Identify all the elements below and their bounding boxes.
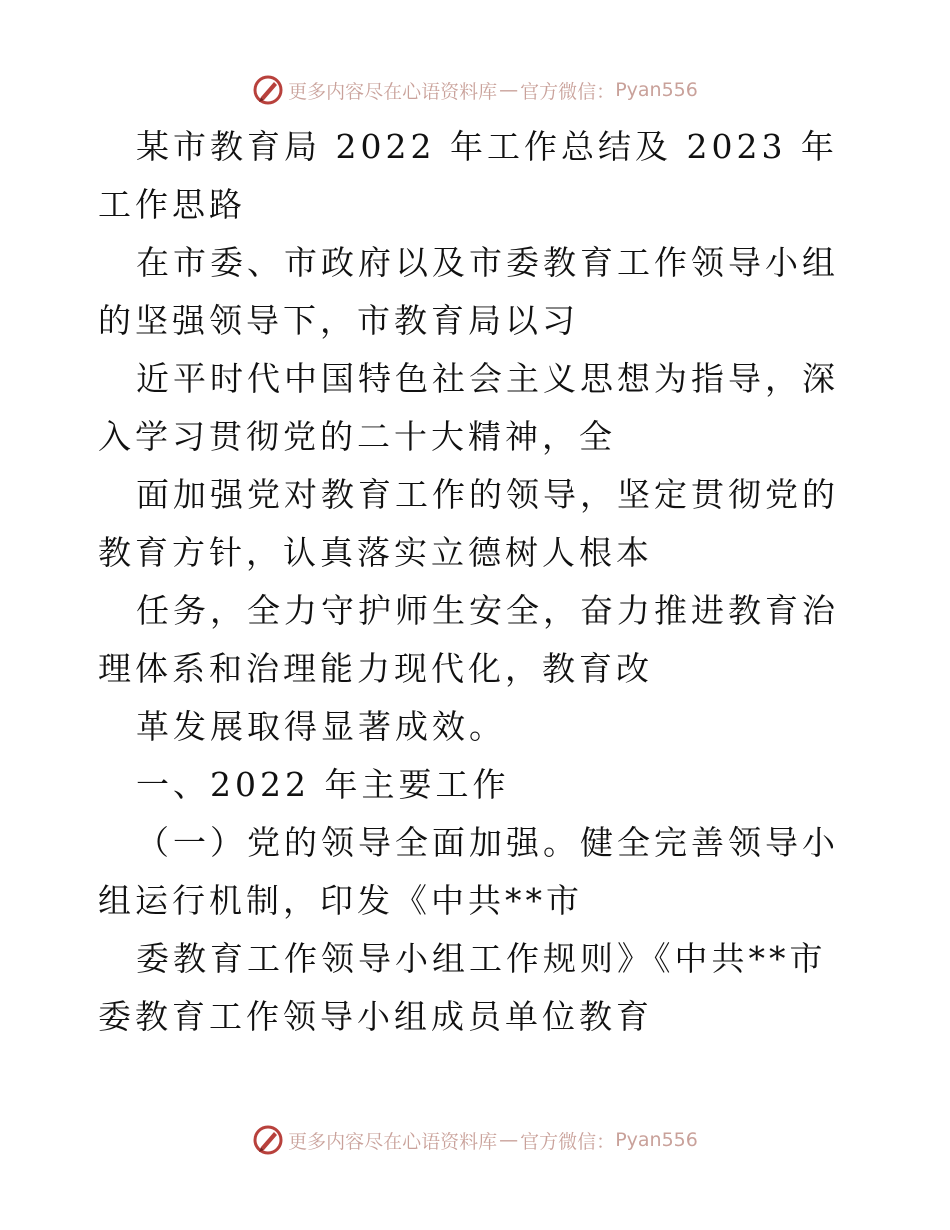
watermark-text: 更多内容尽在心语资料库 — [288, 80, 498, 103]
pen-logo-icon — [252, 74, 284, 106]
footer-watermark — [0, 1120, 950, 1160]
document-title: 某市教育局 2022 年工作总结及 2023 年工作思路 — [98, 127, 838, 224]
watermark-separator: — — [499, 1129, 519, 1151]
watermark-wechat-id: Pyan556 — [615, 1129, 698, 1151]
section-heading: 一、2022 年主要工作 — [136, 765, 510, 804]
watermark-wechat-label: 官方微信： — [520, 1130, 616, 1153]
document-body — [98, 118, 858, 1046]
header-watermark — [0, 70, 950, 110]
paragraph: 近平时代中国特色社会主义思想为指导，深入学习贯彻党的二十大精神，全 — [98, 359, 839, 456]
pen-logo-icon — [252, 1124, 284, 1156]
paragraph: 面加强党对教育工作的领导，坚定贯彻党的教育方针，认真落实立德树人根本 — [98, 475, 839, 572]
paragraph: 任务，全力守护师生安全，奋力推进教育治理体系和治理能力现代化，教育改 — [98, 591, 839, 688]
watermark-wechat-id: Pyan556 — [615, 79, 698, 101]
watermark-wechat-label: 官方微信： — [520, 80, 616, 103]
paragraph: 革发展取得显著成效。 — [136, 707, 506, 746]
paragraph: （一）党的领导全面加强。健全完善领导小组运行机制，印发《中共**市 — [98, 823, 839, 920]
paragraph: 在市委、市政府以及市委教育工作领导小组的坚强领导下，市教育局以习 — [98, 243, 839, 340]
paragraph: 委教育工作领导小组工作规则》《中共**市委教育工作领导小组成员单位教育 — [98, 939, 827, 1036]
watermark-text: 更多内容尽在心语资料库 — [288, 1130, 498, 1153]
watermark-separator: — — [499, 79, 519, 101]
